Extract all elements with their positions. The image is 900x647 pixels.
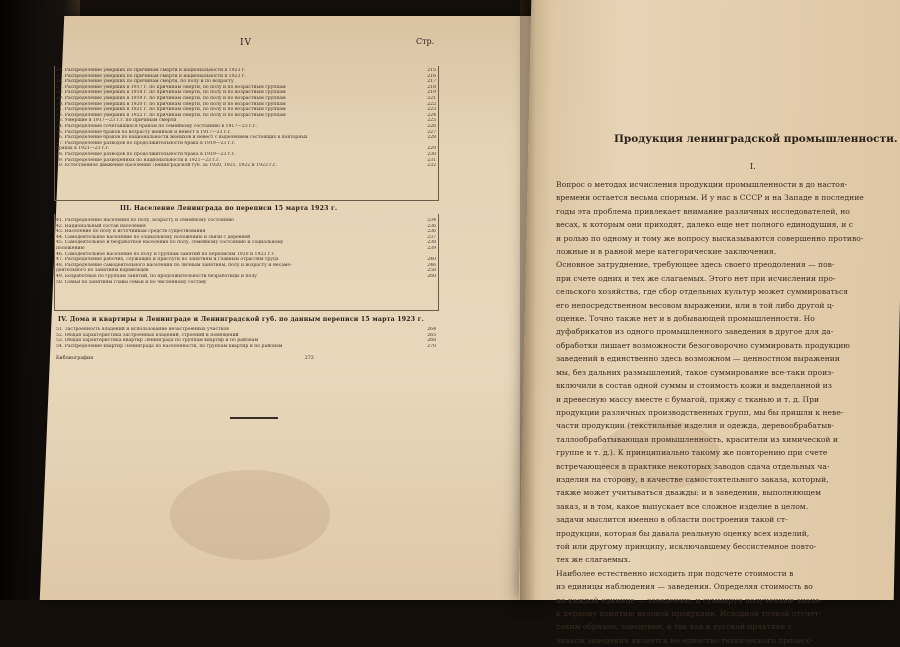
bibliography-page: 272 bbox=[304, 356, 314, 361]
text-line: обработки лишает возможности безоговорочно суммировать продукцию bbox=[556, 340, 850, 350]
toc-entry-title: 31. Распределение умерших в 1921 г. по причинам смерти, по полу и по возрастным группам bbox=[56, 107, 286, 113]
toc-entry-title: 39. Распределение разведенных по национальности в 1921—23 г.г. bbox=[56, 157, 221, 163]
toc-entry-page: 217 bbox=[427, 79, 436, 85]
text-line: тех же слагаемых. bbox=[556, 555, 631, 565]
toc-list-part1 bbox=[56, 68, 436, 169]
toc-row bbox=[56, 344, 436, 350]
text-line: таким образом, заведение, а так как в русской практике с bbox=[556, 622, 792, 632]
page-title: Продукция ленинградской промышленности. bbox=[614, 133, 898, 145]
page-column-label: Стр. bbox=[416, 37, 435, 46]
toc-entry-page: 246 bbox=[427, 262, 436, 268]
toc-entry-page: 239 bbox=[427, 245, 436, 251]
text-line: той или другому принципу, исключавшему бессистемное повто- bbox=[556, 541, 817, 551]
toc-entry-title: 27. Распределение умерших в 1917 г. по причинам смерти, по полу и по возрастным группам bbox=[56, 84, 286, 90]
body-text bbox=[556, 178, 896, 647]
text-line: группе и т. д.). К принципиально такому же повторению при счете bbox=[556, 448, 828, 458]
toc-entry-title: 44. Самодеятельное население по социальному положению и связи с деревней bbox=[56, 234, 251, 240]
toc-entry-page: 236 bbox=[427, 223, 436, 229]
section-title-population: III. Население Ленинграда по переписи 15 марта 1923 г. bbox=[120, 205, 338, 212]
text-line: оценке. Точно также нет и в добывающей промышленности. Но bbox=[556, 314, 815, 324]
toc-entry-page: 268 bbox=[427, 338, 436, 344]
toc-entry-title: 24. Распределение умерших по причинам смерти и национальности в 1923 г. bbox=[56, 68, 246, 73]
text-line: заведений в единственно здесь возможном — ценностном выражении bbox=[556, 354, 840, 364]
toc-entry-page: 232 bbox=[427, 163, 436, 169]
text-line: включили в состав одной суммы и стоимость кожи и выделанной из bbox=[556, 381, 832, 391]
toc-entry-title: 50. Семьи по занятиям главы семьи и по численному составу bbox=[56, 279, 207, 285]
toc-entry-title: 30. Распределение умерших в 1920 г. по причинам смерти, по полу и по возрастным группам bbox=[56, 101, 286, 107]
toc-entry-page: 231 bbox=[427, 157, 436, 163]
toc-entry-page: 270 bbox=[427, 343, 436, 349]
toc-entry-page: 221 bbox=[427, 95, 436, 101]
toc-entry-page: 225 bbox=[427, 118, 436, 124]
toc-entry-page: 228 bbox=[427, 135, 436, 141]
text-line: мы, без дальних размышлений, такое суммирование все-таки произ- bbox=[556, 367, 834, 377]
text-line: весах, к которым они приходят, далеко еще нет полного единодушия, и с bbox=[556, 220, 853, 230]
toc-entry-title: 54. Распределение квартир Ленинграда по населенности, по группам квартир и по районам bbox=[56, 343, 283, 349]
text-line: встречающееся в практике некоторых заводов сдача отдельных ча- bbox=[556, 461, 830, 471]
toc-entry-page: 238 bbox=[427, 240, 436, 246]
toc-entry-title: 33. Умершие в 1917—23 г.г. по причинам смерти bbox=[56, 118, 177, 124]
text-line: сельского хозяйства, где сбор отдельных культур может суммироваться bbox=[556, 287, 849, 297]
text-line: части продукции (текстильные изделия и одежда, деревообрабатыв- bbox=[556, 421, 834, 431]
toc-entry-page: 218 bbox=[427, 84, 436, 90]
text-line: Наиболее естественно исходить при подсчете стоимости в bbox=[556, 568, 794, 578]
text-line: ложные и в равной мере категорические заключения. bbox=[556, 247, 777, 257]
toc-entry-page: 229 bbox=[427, 146, 436, 152]
toc-entry-title: 34. Распределение сочетавшихся браком по семейному состоянию в 1917—23 г.г. bbox=[56, 123, 257, 129]
toc-row bbox=[56, 280, 436, 286]
divider-rule bbox=[230, 417, 278, 419]
toc-entry-title: 49. Безработные по группам занятий, по продолжительности безработицы и полу bbox=[56, 273, 257, 279]
toc-entry-title: 29. Распределение умерших в 1919 г. по причинам смерти, по полу и по возрастным группам bbox=[56, 95, 286, 101]
text-line: знаком заведения является не единство технического процесс- bbox=[556, 635, 814, 645]
toc-entry-page: 223 bbox=[427, 107, 436, 113]
text-line: из единицы наблюдения — заведения. Определяя стоимость во bbox=[556, 582, 813, 592]
toc-entry-title: 32. Распределение умерших в 1922 г. по причинам смерти, по полу и по возрастным группам bbox=[56, 112, 286, 118]
toc-entry-title: 43. Население по полу и источникам средств существования bbox=[56, 229, 206, 235]
toc-entry-page: 240 bbox=[427, 257, 436, 263]
toc-entry-title: положению bbox=[56, 245, 85, 251]
text-line: также может учитываться дважды: и в заведении, выполняющем bbox=[556, 488, 821, 498]
paper-stain bbox=[170, 470, 330, 560]
text-line: при счете одних и тех же слагаемых. Этого нет при исчислении про- bbox=[556, 273, 836, 283]
toc-entry-page: 258 bbox=[427, 268, 436, 274]
toc-entry-page: 236 bbox=[427, 229, 436, 235]
toc-entry-title: 28. Распределение умерших в 1918 г. по причинам смерти, по полу и по возрастным группам bbox=[56, 90, 286, 96]
text-line: задачи мыслится именно в области построения такой ст- bbox=[556, 515, 788, 525]
toc-entry-title: браках в 1921—23 г.г. bbox=[56, 146, 110, 152]
text-line: времени остается весьма спорным. И у нас в СССР и на Западе в последние bbox=[556, 193, 864, 203]
toc-entry-title: 45. Самодеятельное и безработное население по полу, семейному состоянию и социальному bbox=[56, 240, 284, 246]
toc-entry-page: 224 bbox=[427, 112, 436, 118]
toc-entry-title: 25. Распределение умерших по причинам смерти и национальности в 1923 г. bbox=[56, 73, 246, 79]
toc-entry-title: 26. Распределение умерших по причинам смерти, по полу и по возрасту bbox=[56, 79, 234, 85]
toc-entry-title: 38. Распределение разводов по продолжительности брака в 1919—23 г.г. bbox=[56, 151, 236, 157]
text-line: заказ, и в том, какое выпускает все сложное изделие в целом. bbox=[556, 501, 809, 511]
toc-entry-page: 216 bbox=[427, 73, 436, 79]
toc-entry-title: 52. Общая характеристика застроенных владений, строений и помещений bbox=[56, 332, 239, 338]
text-line: по каждой единице — заведению, и суммируя полученные значе- bbox=[556, 595, 823, 605]
section-title-housing: IV. Дома и квартиры в Ленинграде и Ленинградской губ. по данным переписи 15 марта 1923 г. bbox=[58, 316, 424, 323]
toc-entry-page: 222 bbox=[427, 101, 436, 107]
toc-row bbox=[56, 163, 436, 169]
toc-entry-page bbox=[432, 280, 436, 286]
text-line: таллообрабатывающая промышленность, красители из химической и bbox=[556, 434, 838, 444]
toc-entry-title: 47. Распределение рабочих, служащих и прислуги по занятиям и главным отраслям труда bbox=[56, 257, 279, 263]
toc-entry-page: 219 bbox=[427, 90, 436, 96]
toc-entry-page: 260 bbox=[427, 273, 436, 279]
book-gutter bbox=[520, 0, 536, 600]
toc-entry-page: 215 bbox=[427, 68, 436, 73]
toc-list-part3 bbox=[56, 327, 436, 349]
toc-entry-title: деятельного по занятиям кормильцев bbox=[56, 268, 149, 274]
text-line: продукции, которая бы давала реальную оценку всех изделий, bbox=[556, 528, 810, 538]
toc-entry-page: 227 bbox=[427, 129, 436, 135]
toc-entry-title: 41. Распределение населения по полу, возрасту и семейному состоянию bbox=[56, 218, 235, 223]
toc-list-part2 bbox=[56, 218, 436, 285]
toc-entry-title: 42. Национальный состав населения bbox=[56, 223, 146, 229]
toc-entry-title: 40. Естественное движение населения Ленинградской губ. за 1920, 1921, 1922 и 1923 г.г. bbox=[56, 163, 278, 169]
toc-entry-title: 35. Распределение браков по возрасту женихов и невест в 1917—23 г.г. bbox=[56, 129, 232, 135]
page-number: IV bbox=[240, 38, 253, 48]
toc-entry-title: 46. Самодеятельное население по полу и группам занятий по переписям 1920 и 1923 г.г. bbox=[56, 251, 276, 257]
bibliography-label: Библиография bbox=[56, 356, 94, 361]
text-line: к первому понятию валовой продукции. Исходной точкой отсчет- bbox=[556, 609, 822, 618]
toc-entry-page: 226 bbox=[427, 123, 436, 129]
toc-entry-title: 51. Застроенность владений и использование незастроенных участков bbox=[56, 327, 229, 332]
bibliography-entry bbox=[56, 356, 314, 361]
toc-entry-title: 36. Распределение браков по национальности женихов и невест с выделением состоящих в повторных bbox=[56, 135, 308, 141]
text-line: Вопрос о методах исчисления продукции промышленности в до настоя- bbox=[556, 180, 848, 189]
text-line: годы эта проблема привлекает внимание различных исследователей, но bbox=[556, 206, 850, 216]
section-number: I. bbox=[750, 162, 756, 171]
toc-entry-page: 234 bbox=[427, 218, 436, 223]
text-line: изделия на сторону, в качестве самостоятельного заказа, который, bbox=[556, 474, 829, 484]
text-line: продукции различных производственных групп, мы бы пришли к неве- bbox=[556, 407, 844, 417]
toc-entry-title: 48. Распределение самодеятельного населения по личным занятиям, полу и возрасту и несамо- bbox=[56, 262, 292, 268]
toc-entry-page: 237 bbox=[427, 234, 436, 240]
text-line: и древесную массу вместе с бумагой, пряжу с тканью и т. д. При bbox=[556, 394, 820, 404]
text-line: его непосредственном весовом выражении, или в той либо другой ц- bbox=[556, 300, 835, 310]
toc-entry-title: 37. Распределение разводов по продолжительности брака в 1919—23 г.г. bbox=[56, 140, 236, 146]
text-line: Основное затруднение, требующее здесь своего преодоления — пов- bbox=[556, 260, 835, 270]
text-line: дуфабрикатов из одного промышленного заведения в другое для да- bbox=[556, 327, 834, 337]
toc-entry-page: 230 bbox=[427, 151, 436, 157]
toc-entry-page: 264 bbox=[427, 327, 436, 332]
toc-entry-page: 265 bbox=[427, 332, 436, 338]
toc-entry-title: 53. Общая характеристика квартир Ленинграда по группам квартир и по районам bbox=[56, 338, 259, 344]
text-line: и ролью по одному и тому же вопросу высказываются совершенно противо- bbox=[556, 233, 864, 243]
